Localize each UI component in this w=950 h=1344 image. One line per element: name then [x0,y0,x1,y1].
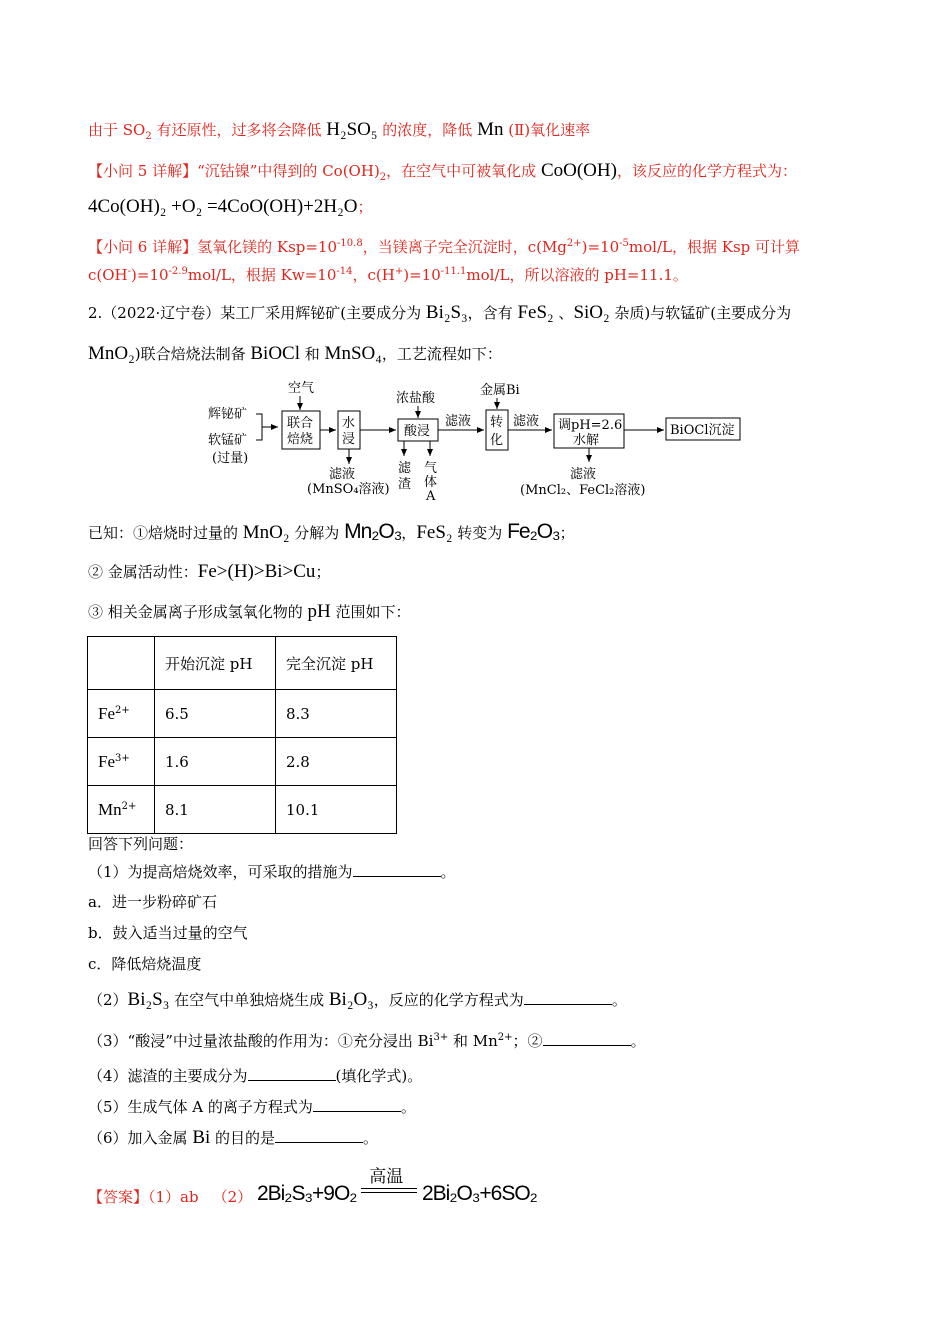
svg-text:转: 转 [490,415,504,430]
flow-arrow-filtrate-3: 滤液 [513,414,540,429]
flow-arrow-filtrate-2: 滤液 [445,414,472,429]
question-6: （6）加入金属 Bi 的目的是 。 [88,1127,379,1148]
process-flow-diagram [200,380,780,502]
problem-intro-line-1: 2.（2022·辽宁卷）某工厂采用辉铋矿(主要成分为 Bi₂S₃，含有 FeS₂ 、SiO₂ 杂质)与软锰矿(主要成分为 [88,302,792,323]
answer-equation-lhs: 2Bi₂S₃+9O₂ [256,1182,357,1205]
flow-out-residue-2: 渣 [398,477,412,492]
svg-text:水: 水 [342,416,356,431]
flow-air: 空气 [288,381,315,396]
prev-q6-line-2: $c(OH^-)=10^{-2.9}mol/L$，根据 $Kw=10^{-14}$，$c(H^+)=10^{-11.1}mol/L$，所以溶液的 pH=11.1。 [88,266,688,284]
prev-line-1: 由于 $SO_2$ 有还原性，过多将会降低 H₂SO₅ 的浓度，降低 Mn (Ⅱ)氧化速率 [88,119,591,142]
flow-out-gas-2: 体 [424,475,438,490]
svg-text:BiOCl沉淀: BiOCl沉淀 [670,423,735,438]
svg-text:浸: 浸 [342,432,356,447]
answer-blank[interactable] [543,1031,631,1046]
svg-text:酸浸: 酸浸 [404,424,431,439]
answer-line: 【答案】（1）ab （2） 2Bi₂S₃+9O₂ 高温 2Bi₂O₃+6SO₂ [88,1162,537,1202]
ph-table [87,636,397,834]
question-1: （1）为提高焙烧效率，可采取的措施为 。 [88,863,456,881]
flow-out-gas-3: A [426,489,436,502]
question-4: （4）滤渣的主要成分为 (填化学式)。 [88,1067,423,1085]
table-row: $Mn^{2+}$ 8.1 10.1 [88,786,397,834]
table-row: $Fe^{3+}$ 1.6 2.8 [88,738,397,786]
svg-text:焙烧: 焙烧 [287,432,314,447]
answer-condition: 高温 [361,1162,417,1202]
answer-equation-rhs: 2Bi₂O₃+6SO₂ [422,1182,537,1205]
flow-out-residue-1: 滤 [398,461,412,476]
known-2: ② 金属活动性：Fe>(H)>Bi>Cu； [88,561,331,582]
question-2: （2）Bi₂S₃ 在空气中单独焙烧生成 Bi₂O₃，反应的化学方程式为 。 [88,989,627,1010]
option-a: a．进一步粉碎矿石 [88,893,217,911]
svg-text:水解: 水解 [573,433,600,448]
flow-input-bismuthinite: 辉铋矿 [208,407,248,422]
flow-out-gas-1: 气 [424,461,438,476]
problem-intro-line-2: MnO₂)联合焙烧法制备 BiOCl 和 MnSO₄，工艺流程如下： [88,343,502,364]
flow-input-excess: (过量) [212,451,249,466]
flow-out-filtrate-1: 滤液 [329,467,356,482]
flow-hcl: 浓盐酸 [396,391,436,406]
answer-blank[interactable] [353,862,441,877]
question-3: （3）“酸浸”中过量浓盐酸的作用为：①充分浸出 $Bi^{3+}$ 和 $Mn^{2+}$；② 。 [88,1032,646,1050]
option-c: c．降低焙烧温度 [88,955,202,973]
flow-input-pyrolusite: 软锰矿 [208,433,248,448]
questions-intro: 回答下列问题： [88,835,194,853]
flow-out-mncl2: (MnCl₂、FeCl₂溶液) [520,483,646,498]
svg-text:化: 化 [490,433,504,448]
answer-blank[interactable] [313,1097,401,1112]
prev-q5-line: 【小问 5 详解】“沉钴镍”中得到的 $Co(OH)_2$，在空气中可被氧化成 CoO(OH)，该反应的化学方程式为： [88,160,797,183]
answer-blank[interactable] [524,990,612,1005]
table-header-row: 开始沉淀 pH 完全沉淀 pH [88,637,397,690]
svg-text:调pH=2.6: 调pH=2.6 [558,418,623,433]
known-3: ③ 相关金属离子形成氢氧化物的 pH 范围如下： [88,601,411,622]
svg-text:联合: 联合 [287,416,314,431]
answer-blank[interactable] [248,1066,336,1081]
known-1: 已知：①焙烧时过量的 MnO₂ 分解为 Mn₂O₃，FeS₂ 转变为 Fe₂O₃； [88,520,575,543]
answer-blank[interactable] [275,1128,363,1143]
prev-q6-line-1: 【小问 6 详解】氢氧化镁的 $Ksp=10^{-10.8}$，当镁离子完全沉淀时，$c(Mg^{2+})=10^{-5}mol/L$，根据 Ksp 可计算 [88,238,801,256]
flow-metal-bi: 金属Bi [480,383,520,398]
table-row: $Fe^{2+}$ 6.5 8.3 [88,690,397,738]
option-b: b．鼓入适当过量的空气 [88,924,248,942]
flow-out-mnso4: (MnSO₄溶液) [307,482,390,497]
question-5: （5）生成气体 A 的离子方程式为 。 [88,1098,416,1116]
prev-q5-equation: 4Co(OH)₂ +O₂ =4CoO(OH)+2H₂O； [88,196,373,217]
flow-out-filtrate-4: 滤液 [570,467,597,482]
